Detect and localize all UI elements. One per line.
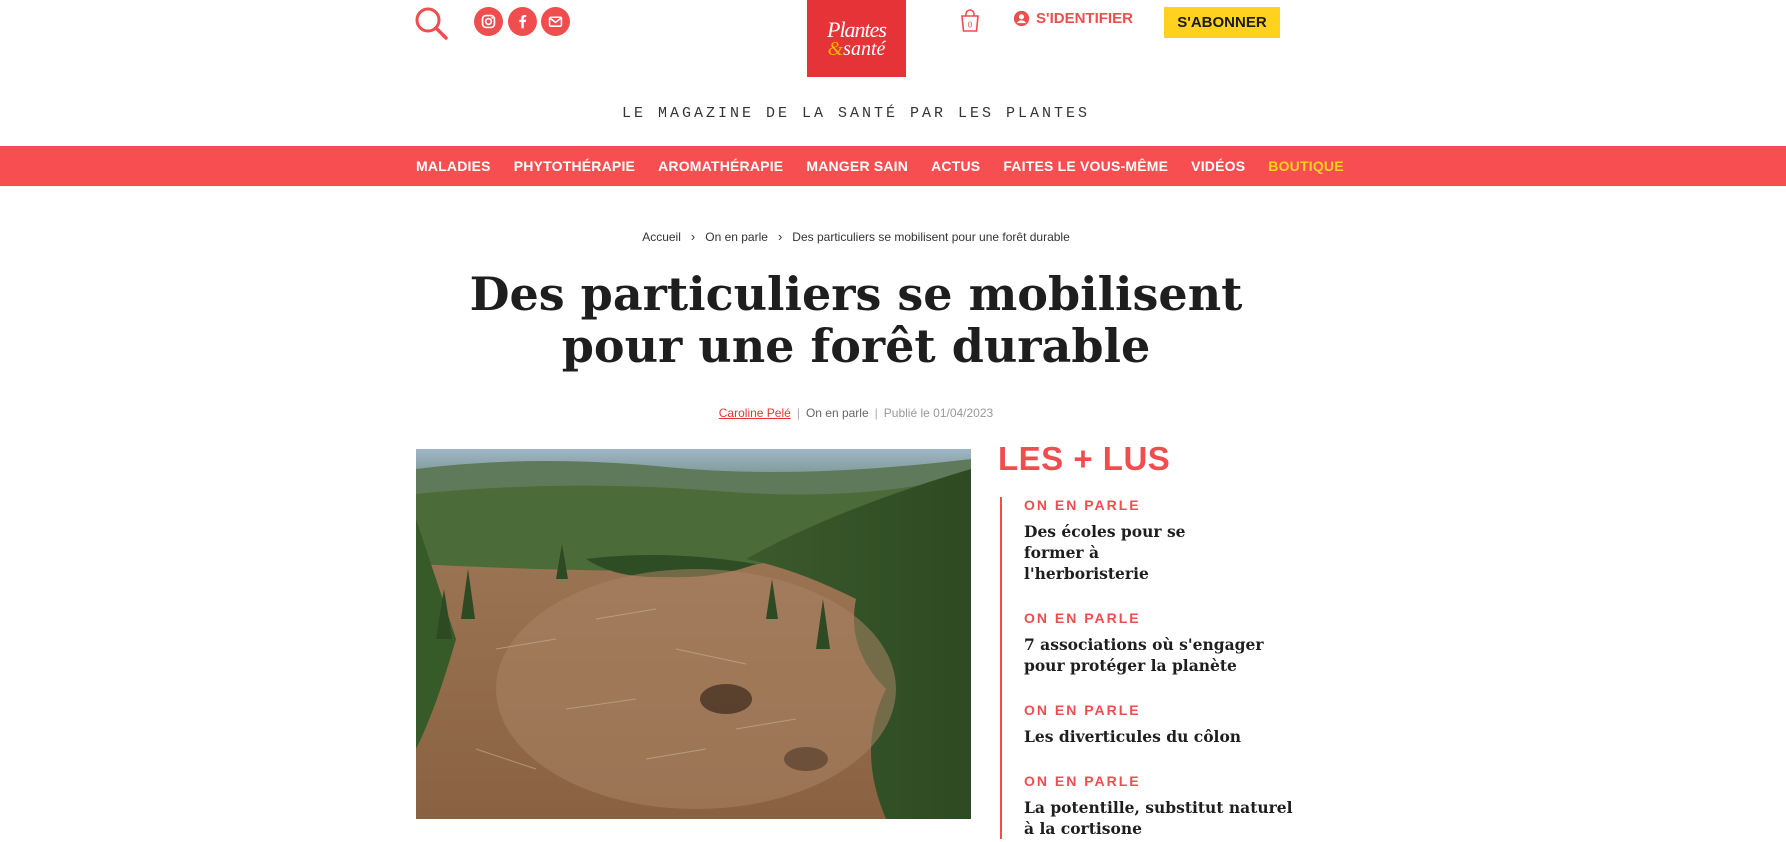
logo-line1: Plantes <box>827 16 886 42</box>
cart-count: 0 <box>967 20 973 30</box>
list-item[interactable] <box>1002 702 1302 747</box>
list-item-title[interactable]: Les diverticules du côlon <box>1024 727 1242 746</box>
breadcrumb-section[interactable]: On en parle <box>705 229 768 244</box>
login-link[interactable] <box>1013 10 1133 27</box>
logo-amp: & <box>827 37 844 60</box>
list-item-category[interactable]: ON EN PARLE <box>1024 610 1141 626</box>
nav-item-manger-sain[interactable]: MANGER SAIN <box>806 158 909 174</box>
site-logo[interactable] <box>807 0 906 77</box>
instagram-icon[interactable] <box>474 7 503 36</box>
main-nav <box>416 146 1344 186</box>
chevron-right-icon: › <box>777 229 783 244</box>
meta-separator: | <box>874 406 878 420</box>
subscribe-button[interactable]: S'ABONNER <box>1164 7 1280 38</box>
nav-item-aromatherapie[interactable]: AROMATHÉRAPIE <box>658 158 784 174</box>
email-icon[interactable] <box>541 7 570 36</box>
breadcrumb-home[interactable]: Accueil <box>642 229 681 244</box>
meta-separator: | <box>796 406 800 420</box>
nav-item-actus[interactable]: ACTUS <box>931 158 981 174</box>
facebook-icon[interactable] <box>508 7 537 36</box>
article-category[interactable]: On en parle <box>805 406 869 420</box>
article-hero-image <box>416 449 971 819</box>
list-item-category[interactable]: ON EN PARLE <box>1024 773 1141 789</box>
search-icon[interactable] <box>414 6 448 40</box>
page-title-line1: Des particuliers se mobilisent <box>469 267 1243 321</box>
cart-icon[interactable] <box>959 9 981 33</box>
page-title <box>456 268 1256 372</box>
logo-line2-text: santé <box>843 37 886 60</box>
breadcrumb <box>0 229 1712 244</box>
logo-line2 <box>828 39 886 59</box>
list-item[interactable] <box>1002 497 1302 584</box>
list-item-category[interactable]: ON EN PARLE <box>1024 497 1141 513</box>
list-item-title[interactable]: La potentille, substitut naturel à la cortisone <box>1024 798 1293 838</box>
most-read-heading: LES + LUS <box>998 440 1171 477</box>
site-tagline: LE MAGAZINE DE LA SANTÉ PAR LES PLANTES <box>621 105 1091 122</box>
chevron-right-icon: › <box>690 229 696 244</box>
login-label: S'IDENTIFIER <box>1036 10 1133 27</box>
list-item[interactable] <box>1002 610 1302 676</box>
list-item-category[interactable]: ON EN PARLE <box>1024 702 1141 718</box>
page-title-line2: pour une forêt durable <box>561 319 1151 373</box>
nav-item-maladies[interactable]: MALADIES <box>416 158 491 174</box>
nav-item-faites-le-vous-meme[interactable]: FAITES LE VOUS-MÊME <box>1003 158 1169 174</box>
nav-item-boutique[interactable]: BOUTIQUE <box>1268 158 1344 174</box>
breadcrumb-current: Des particuliers se mobilisent pour une forêt durable <box>792 229 1070 244</box>
article-date: Publié le 01/04/2023 <box>883 406 994 420</box>
article-meta <box>0 406 1712 420</box>
most-read-list <box>1000 497 1302 839</box>
list-item-title[interactable]: Des écoles pour se former à l'herboristerie <box>1024 522 1186 583</box>
list-item[interactable] <box>1002 773 1302 839</box>
list-item-title[interactable]: 7 associations où s'engager pour protéger la planète <box>1024 635 1264 675</box>
nav-item-videos[interactable]: VIDÉOS <box>1191 158 1246 174</box>
nav-item-phytotherapie[interactable]: PHYTOTHÉRAPIE <box>513 158 636 174</box>
user-icon <box>1013 10 1030 27</box>
article-author-link[interactable]: Caroline Pelé <box>718 406 791 420</box>
